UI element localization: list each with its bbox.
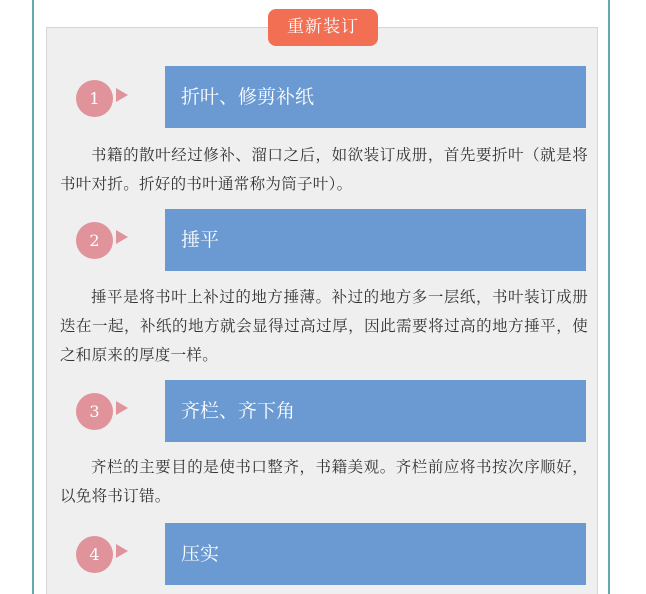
step-2-number-circle: 2 <box>76 222 113 259</box>
step-1-arrow-icon <box>116 88 128 102</box>
step-4-number-circle: 4 <box>76 536 113 573</box>
step-1-description: 书籍的散叶经过修补、溜口之后，如欲装订成册，首先要折叶（就是将书叶对折。折好的书叶通常称为筒子叶）。 <box>60 146 588 193</box>
step-1-number-circle: 1 <box>76 80 113 117</box>
step-2-description: 捶平是将书叶上补过的地方捶薄。补过的地方多一层纸，书叶装订成册迭在一起，补纸的地方就会显得过高过厚，因此需要将过高的地方捶平，使之和原来的厚度一样。 <box>60 288 588 364</box>
step-2-arrow-icon <box>116 230 128 244</box>
step-3-number-circle: 3 <box>76 393 113 430</box>
step-4-arrow-icon <box>116 544 128 558</box>
step-1-title-bar: 折叶、修剪补纸 <box>165 66 586 128</box>
step-3-arrow-icon <box>116 401 128 415</box>
step-2-title-bar: 捶平 <box>165 209 586 271</box>
section-title-badge: 重新装订 <box>268 9 378 46</box>
step-3-title-bar: 齐栏、齐下角 <box>165 380 586 442</box>
step-3-description: 齐栏的主要目的是使书口整齐，书籍美观。齐栏前应将书按次序顺好，以免将书订错。 <box>60 458 588 505</box>
step-4-title-bar: 压实 <box>165 523 586 585</box>
